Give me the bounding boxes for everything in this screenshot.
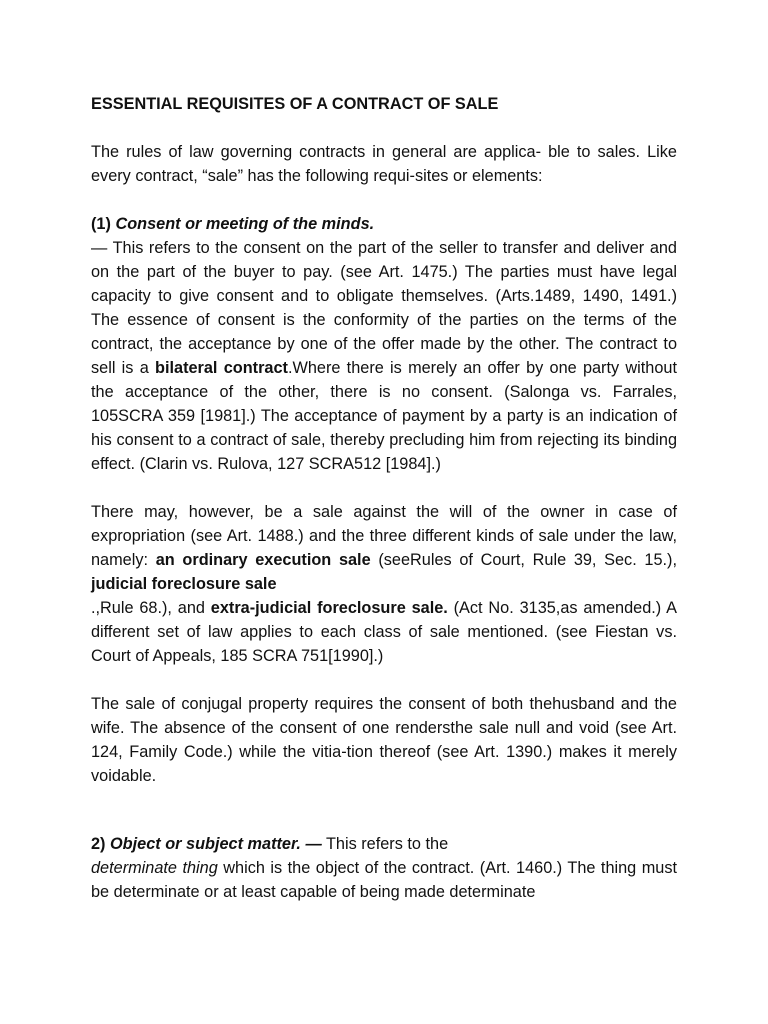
section-2-title: Object or subject matter. — — [110, 835, 322, 853]
section-1-paragraph: — This refers to the consent on the part of the seller to transfer and deliver and on the part of the buyer to pay. (see Art. 1475.) The parties must have legal capacity to give consent and to obligate themselves. (Arts.1489, 1490, 1491.) The essence of consent is the conformity of the parties on the terms of the contract, the acceptance by one of the offer made by the other. The contract to sell is a bilateral contract.Where there is merely an offer by one party without the acceptance of the other, there is no consent. (Salonga vs. Farrales, 105SCRA 359 [1981].) The acceptance of payment by a party is an indication of his consent to a contract of sale, thereby precluding him from rejecting its binding effect. (Clarin vs. Rulova, 127 SCRA512 [1984].) — [91, 239, 677, 473]
document-page — [91, 94, 677, 904]
intro-paragraph: The rules of law governing contracts in general are applica- ble to sales. Like every contract, “sale” has the following requi-sites or elements: — [91, 143, 677, 185]
expropriation-paragraph: There may, however, be a sale against the will of the owner in case of expropriation (see Art. 1488.) and the three different kinds of sale under the law, namely: an ordinary execution sale (seeRules of Court, Rule 39, Sec. 15.), judicial foreclosure sale .,Rule 68.), and extra-judicial foreclosure sale. (Act No. 3135,as amended.) A different set of law applies to each class of sale mentioned. (see Fiestan vs. Court of Appeals, 185 SCRA 751[1990].) — [91, 503, 677, 665]
bilateral-contract-term: bilateral contract — [155, 359, 288, 377]
section-1-title: Consent or meeting of the minds. — [115, 215, 375, 233]
ordinary-execution-sale-term: an ordinary execution sale — [155, 551, 371, 569]
section-2-paragraph: determinate thing which is the object of the contract. (Art. 1460.) The thing must be determinate or at least capable of being made determinate — [91, 859, 678, 901]
section-1-number: (1) — [91, 215, 111, 233]
determinate-thing-term: determinate thing — [91, 859, 218, 877]
conjugal-property-paragraph: The sale of conjugal property requires the consent of both thehusband and the wife. The absence of the consent of one rendersthe sale null and void (see Art. 124, Family Code.) while the vitia-tion thereof (see Art. 1390.) makes it merely voidable. — [91, 695, 677, 785]
section-2-heading: 2) Object or subject matter. — This refers to the — [91, 835, 449, 853]
judicial-foreclosure-sale-term: judicial foreclosure sale — [91, 575, 277, 593]
document-title: ESSENTIAL REQUISITES OF A CONTRACT OF SALE — [91, 95, 499, 113]
section-2-number: 2) — [91, 835, 106, 853]
extra-judicial-foreclosure-sale-term: extra-judicial foreclosure sale. — [210, 599, 448, 617]
section-1-heading — [91, 212, 677, 236]
